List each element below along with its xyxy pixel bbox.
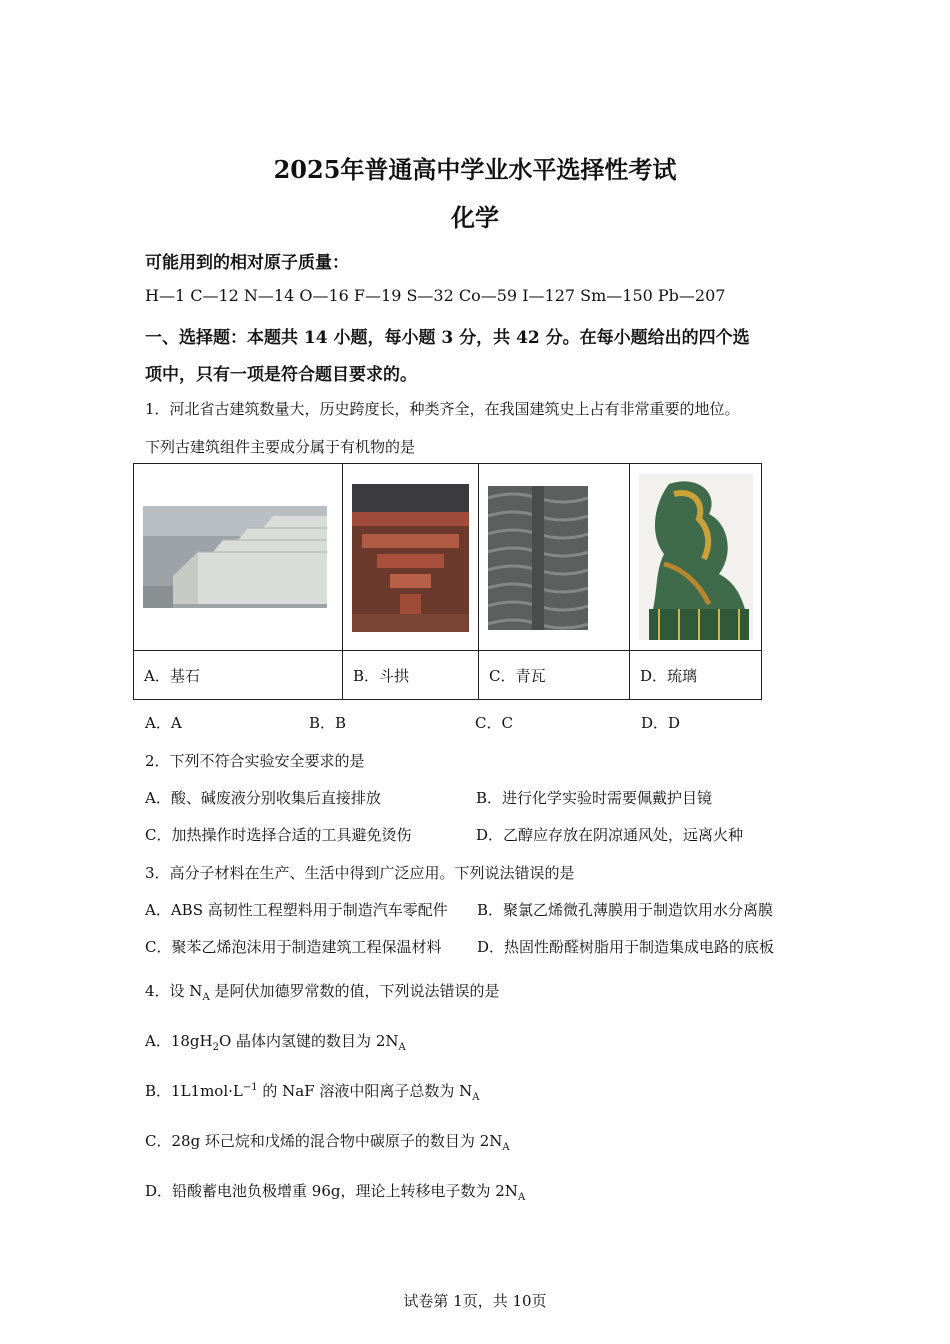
- q2-option-a[interactable]: A．酸、碱废液分别收集后直接排放: [145, 789, 381, 807]
- q1-label-c: C．青瓦: [479, 651, 630, 700]
- q3-option-a[interactable]: A．ABS 高韧性工程塑料用于制造汽车零配件: [145, 901, 448, 919]
- q4-option-d[interactable]: [145, 1180, 525, 1203]
- q4-option-b[interactable]: [145, 1080, 480, 1103]
- q4-option-a[interactable]: [145, 1030, 406, 1053]
- q4-d-sub: A: [517, 1192, 526, 1203]
- exam-title: 2025年普通高中学业水平选择性考试: [273, 155, 677, 184]
- q3-option-d[interactable]: D．热固性酚醛树脂用于制造集成电路的底板: [477, 938, 775, 956]
- q1-label-b: B．斗拱: [343, 651, 479, 700]
- grey-tile-image: [488, 486, 588, 630]
- q4-stem-post: 是阿伏加德罗常数的值，下列说法错误的是: [209, 982, 500, 1000]
- q4-a-sub: 2: [212, 1042, 219, 1053]
- q1-cell-c-image: [479, 464, 630, 651]
- q4-stem-sub: A: [202, 992, 210, 1003]
- q4-a-pre: A．18gH: [145, 1032, 213, 1050]
- q4-c-sub: A: [502, 1142, 510, 1153]
- q4-c-pre: C．28g 环己烷和戊烯的混合物中碳原子的数目为 2N: [145, 1132, 503, 1150]
- q2-option-b[interactable]: B．进行化学实验时需要佩戴护目镜: [476, 789, 713, 807]
- q2-stem: 2．下列不符合实验安全要求的是: [145, 752, 365, 770]
- q1-cell-b-image: [343, 464, 479, 651]
- q4-stem: [145, 980, 499, 1003]
- page-footer: 试卷第 1页，共 10页: [403, 1292, 547, 1310]
- q1-cell-a-image: [134, 464, 343, 651]
- q4-a-sub2: A: [398, 1042, 406, 1053]
- q1-option-a[interactable]: A．A: [145, 714, 182, 732]
- q4-b-pre: B．1L1mol·L: [145, 1082, 243, 1100]
- q2-option-c[interactable]: C．加热操作时选择合适的工具避免烫伤: [145, 826, 412, 844]
- q1-option-c[interactable]: C．C: [475, 714, 513, 732]
- q4-a-mid: O 晶体内氢键的数目为 2N: [218, 1032, 399, 1050]
- subject-title: 化学: [451, 203, 499, 232]
- section1-instructions-line2: 项中，只有一项是符合题目要求的。: [145, 365, 417, 385]
- atomic-masses: H—1 C—12 N—14 O—16 F—19 S—32 Co—59 I—127 Sm—150 Pb—207: [145, 286, 726, 305]
- q1-option-b[interactable]: B．B: [309, 714, 347, 732]
- atomic-mass-heading: 可能用到的相对原子质量：: [145, 253, 349, 273]
- q1-option-d[interactable]: D．D: [641, 714, 681, 732]
- q4-stem-pre: 4．设 N: [145, 982, 203, 1000]
- q3-stem: 3．高分子材料在生产、生活中得到广泛应用。下列说法错误的是: [145, 864, 575, 882]
- q3-option-b[interactable]: B．聚氯乙烯微孔薄膜用于制造饮用水分离膜: [477, 901, 774, 919]
- q4-option-c[interactable]: [145, 1130, 510, 1153]
- q3-option-c[interactable]: C．聚苯乙烯泡沫用于制造建筑工程保温材料: [145, 938, 442, 956]
- q1-label-a: A．基石: [134, 651, 343, 700]
- q1-label-d: D．琉璃: [630, 651, 762, 700]
- q4-b-sub: A: [472, 1092, 480, 1103]
- q1-cell-d-image: [630, 464, 762, 651]
- foundation-stone-image: [143, 506, 327, 608]
- q4-b-mid: 的 NaF 溶液中阳离子总数为 N: [257, 1082, 473, 1100]
- dougong-bracket-image: [352, 484, 469, 632]
- q2-option-d[interactable]: D．乙醇应存放在阴凉通风处，远离火种: [476, 826, 744, 844]
- q4-b-sup: −1: [242, 1082, 258, 1093]
- q4-d-pre: D．铅酸蓄电池负极增重 96g，理论上转移电子数为 2N: [145, 1182, 518, 1200]
- section1-instructions-line1: 一、选择题：本题共 14 小题，每小题 3 分，共 42 分。在每小题给出的四个选: [145, 328, 750, 348]
- q1-stem-line1: 1．河北省古建筑数量大，历史跨度长，种类齐全，在我国建筑史上占有非常重要的地位。: [145, 400, 740, 418]
- q1-image-table: [133, 463, 762, 700]
- q1-stem-line2: 下列古建筑组件主要成分属于有机物的是: [145, 438, 416, 456]
- glazed-tile-image: [639, 474, 753, 640]
